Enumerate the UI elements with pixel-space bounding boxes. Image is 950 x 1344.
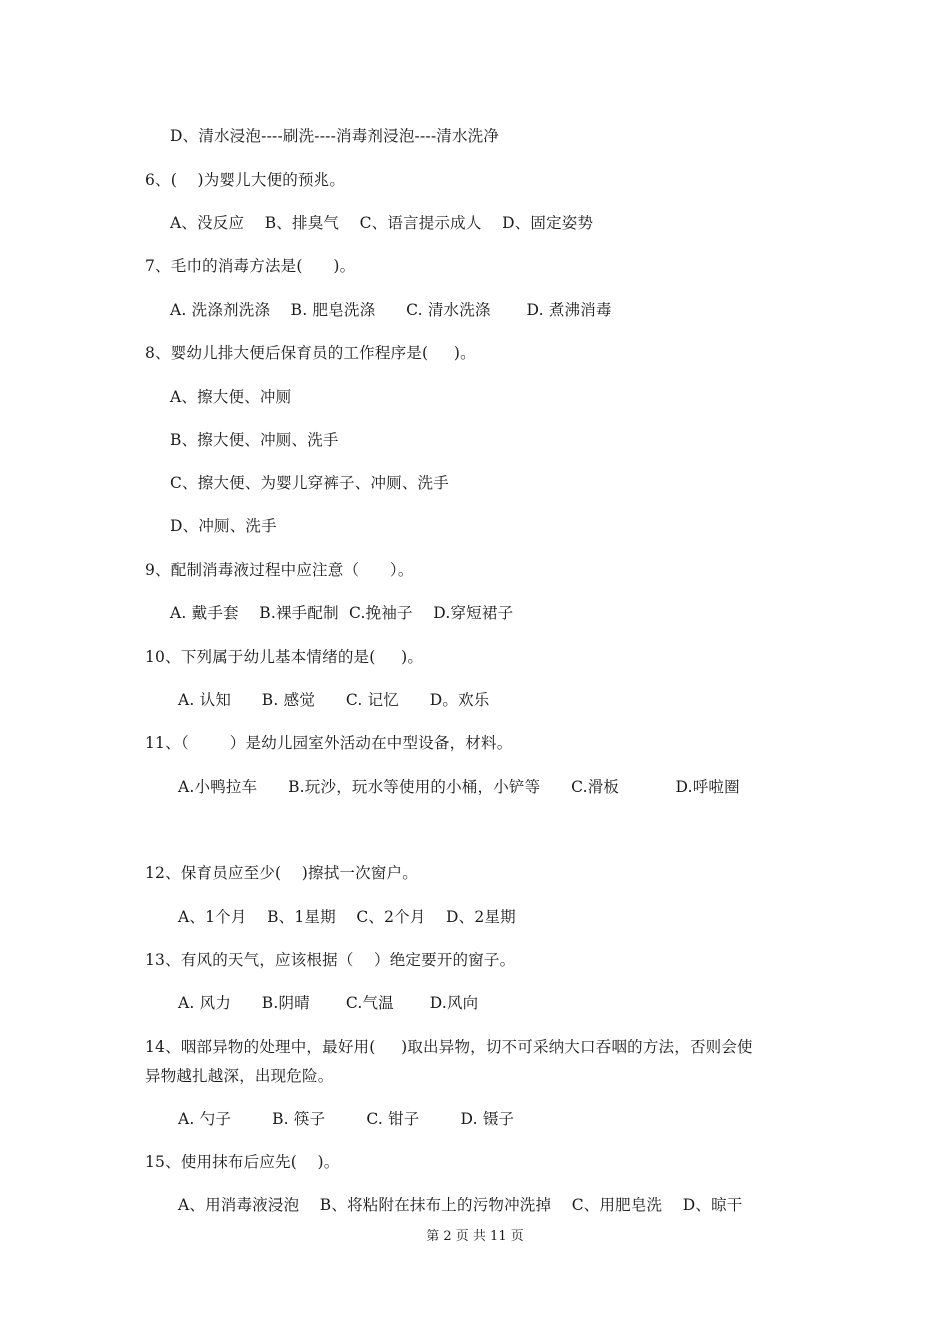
- q11-options: A.小鸭拉车 B.玩沙，玩水等使用的小桶，小铲等 C.滑板 D.呼啦圈: [178, 778, 740, 796]
- q14-options: A. 勺子 B. 筷子 C. 钳子 D. 镊子: [178, 1110, 515, 1128]
- question-15: 15、使用抹布后应先( )。: [145, 1153, 340, 1171]
- page-footer: 第 2 页 共 11 页: [426, 1229, 524, 1244]
- question-12: 12、保育员应至少( )擦拭一次窗户。: [145, 864, 418, 882]
- question-6: 6、( )为婴儿大便的预兆。: [145, 171, 346, 189]
- q8-option-b: B、擦大便、冲厕、洗手: [170, 431, 339, 449]
- q9-options: A. 戴手套 B.裸手配制 C.挽袖子 D.穿短裙子: [170, 604, 514, 622]
- q8-option-a: A、擦大便、冲厕: [170, 388, 292, 406]
- question-14-continued: 异物越扎越深，出现危险。: [145, 1067, 334, 1085]
- question-14: 14、咽部异物的处理中，最好用( )取出异物，切不可采纳大口吞咽的方法，否则会使: [145, 1038, 753, 1056]
- q6-options: A、没反应 B、排臭气 C、语言提示成人 D、固定姿势: [170, 214, 594, 232]
- q15-options: A、用消毒液浸泡 B、将粘附在抹布上的污物冲洗掉 C、用肥皂洗 D、晾干: [178, 1196, 743, 1214]
- question-11: 11、（ ）是幼儿园室外活动在中型设备，材料。: [145, 734, 513, 752]
- q13-options: A. 风力 B.阴晴 C.气温 D.风向: [178, 994, 479, 1012]
- q5-option-d: D、清水浸泡----刷洗----消毒剂浸泡----清水洗净: [170, 127, 500, 145]
- question-8: 8、婴幼儿排大便后保育员的工作程序是( )。: [145, 344, 476, 362]
- question-9: 9、配制消毒液过程中应注意（ ）。: [145, 561, 414, 579]
- q8-option-c: C、擦大便、为婴儿穿裤子、冲厕、洗手: [170, 474, 449, 492]
- question-10: 10、下列属于幼儿基本情绪的是( )。: [145, 648, 424, 666]
- q12-options: A、1个月 B、1星期 C、2个月 D、2星期: [178, 908, 516, 926]
- q10-options: A. 认知 B. 感觉 C. 记忆 D。欢乐: [178, 691, 490, 709]
- q8-option-d: D、冲厕、洗手: [170, 517, 277, 535]
- question-7: 7、毛巾的消毒方法是( )。: [145, 257, 356, 275]
- q7-options: A. 洗涤剂洗涤 B. 肥皂洗涤 C. 清水洗涤 D. 煮沸消毒: [170, 301, 612, 319]
- question-13: 13、有风的天气，应该根据（ ）绝定要开的窗子。: [145, 951, 516, 969]
